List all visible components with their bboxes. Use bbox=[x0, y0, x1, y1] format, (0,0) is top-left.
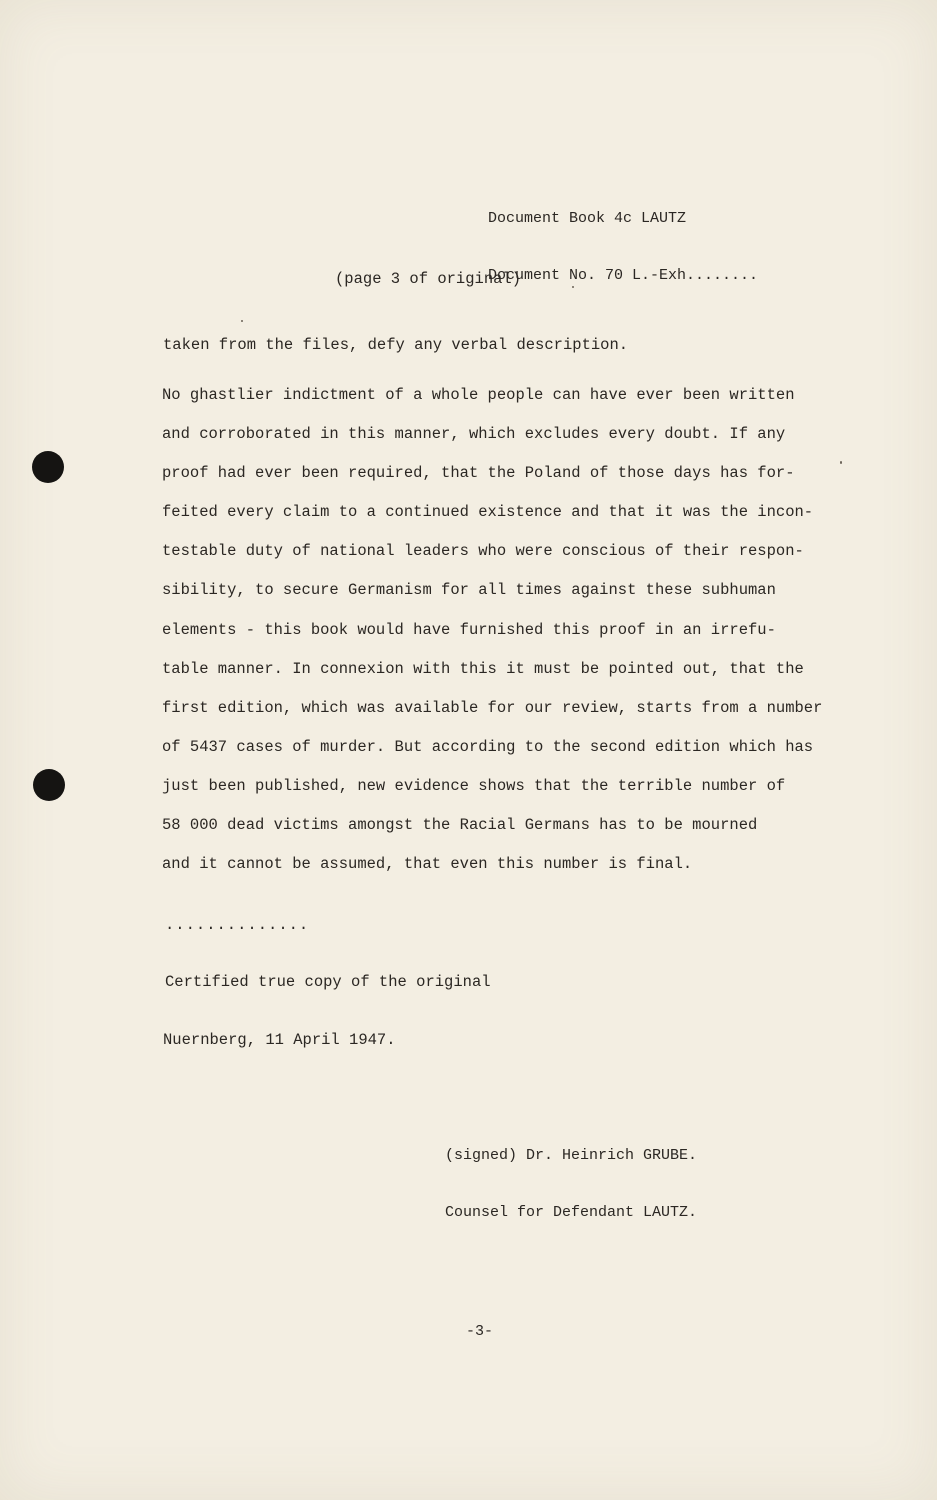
body-line: sibility, to secure Germanism for all times against these subhuman bbox=[162, 581, 776, 600]
paper-speck bbox=[241, 320, 243, 322]
paper-speck bbox=[840, 461, 842, 464]
document-number-reference: Document No. 70 L.-Exh........ bbox=[488, 267, 759, 284]
body-line: feited every claim to a continued existence and that it was the incon- bbox=[162, 503, 814, 522]
signature-block bbox=[445, 1108, 697, 1260]
signatory-role: Counsel for Defendant LAUTZ. bbox=[445, 1204, 698, 1221]
body-line: of 5437 cases of murder. But according to the second edition which has bbox=[162, 737, 814, 756]
body-line: 58 000 dead victims amongst the Racial Germans has to be mourned bbox=[162, 816, 758, 835]
body-line: proof had ever been required, that the Poland of those days has for- bbox=[162, 464, 795, 483]
body-line: just been published, new evidence shows that the terrible number of bbox=[162, 776, 786, 795]
certification-statement: Certified true copy of the original bbox=[165, 973, 491, 991]
body-line: testable duty of national leaders who were conscious of their respon- bbox=[162, 542, 804, 561]
page-number: -3- bbox=[466, 1323, 494, 1340]
body-line: elements - this book would have furnished this proof in an irrefu- bbox=[162, 620, 776, 639]
signatory-name: (signed) Dr. Heinrich GRUBE. bbox=[445, 1147, 698, 1164]
continuation-line: taken from the files, defy any verbal description. bbox=[163, 336, 629, 354]
body-line: and corroborated in this manner, which excludes every doubt. If any bbox=[162, 425, 786, 444]
page-reference-note: (page 3 of original) bbox=[335, 270, 522, 288]
document-book-reference: Document Book 4c LAUTZ bbox=[488, 210, 687, 227]
punch-hole bbox=[32, 451, 64, 483]
body-line: table manner. In connexion with this it must be pointed out, that the bbox=[162, 659, 804, 678]
punch-hole bbox=[33, 769, 65, 801]
body-line: first edition, which was available for our review, starts from a number bbox=[162, 698, 823, 717]
omission-dots: .............. bbox=[165, 916, 310, 934]
document-header bbox=[488, 171, 758, 323]
place-and-date: Nuernberg, 11 April 1947. bbox=[163, 1031, 396, 1049]
body-paragraph bbox=[162, 386, 822, 894]
body-line: No ghastlier indictment of a whole people can have ever been written bbox=[162, 386, 795, 404]
body-line: and it cannot be assumed, that even this number is final. bbox=[162, 855, 693, 874]
